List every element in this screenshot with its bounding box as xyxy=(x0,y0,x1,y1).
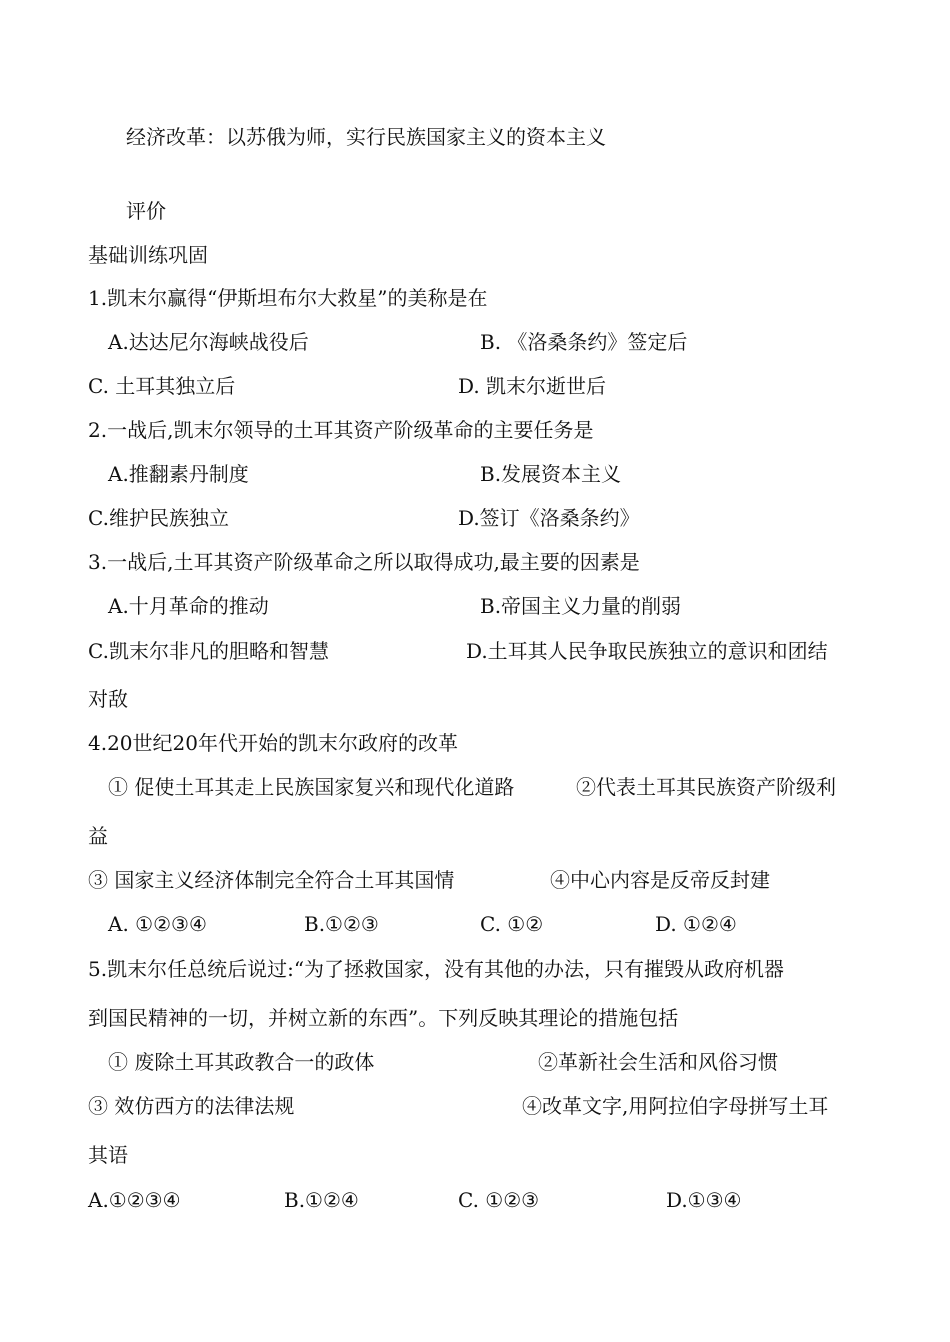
q5-stem-continued: 到国民精神的一切，并树立新的东西”。下列反映其理论的措施包括 xyxy=(88,1006,679,1030)
q4-item-1: ① 促使土耳其走上民族国家复兴和现代化道路 xyxy=(108,775,515,799)
q2-option-b: B.发展资本主义 xyxy=(480,462,622,486)
q1-option-c: C. 土耳其独立后 xyxy=(88,374,236,398)
q4-item-4: ④中心内容是反帝反封建 xyxy=(550,868,770,892)
q4-option-a: A. ①②③④ xyxy=(108,912,207,936)
q4-item-2-continued: 益 xyxy=(88,824,108,848)
q1-option-a: A.达达尼尔海峡战役后 xyxy=(108,330,309,354)
q4-stem: 4.20世纪20年代开始的凯末尔政府的改革 xyxy=(88,731,458,755)
q3-option-b: B.帝国主义力量的削弱 xyxy=(480,594,682,618)
q5-item-4-continued: 其语 xyxy=(88,1143,128,1167)
q3-option-d: D.土耳其人民争取民族独立的意识和团结 xyxy=(466,639,828,663)
q2-option-d: D.签订《洛桑条约》 xyxy=(458,506,640,530)
q1-option-b: B. 《洛桑条约》签定后 xyxy=(480,330,688,354)
evaluation-label: 评价 xyxy=(126,199,166,223)
q4-item-3: ③ 国家主义经济体制完全符合土耳其国情 xyxy=(88,868,455,892)
q2-option-a: A.推翻素丹制度 xyxy=(108,462,249,486)
q2-stem: 2.一战后,凯末尔领导的土耳其资产阶级革命的主要任务是 xyxy=(88,418,594,442)
q3-option-c: C.凯末尔非凡的胆略和智慧 xyxy=(88,639,329,663)
q4-option-d: D. ①②④ xyxy=(655,912,737,936)
q4-item-2: ②代表土耳其民族资产阶级利 xyxy=(576,775,836,799)
q5-option-a: A.①②③④ xyxy=(88,1188,181,1212)
q3-option-a: A.十月革命的推动 xyxy=(108,594,269,618)
section-title: 基础训练巩固 xyxy=(88,243,208,267)
q3-stem: 3.一战后,土耳其资产阶级革命之所以取得成功,最主要的因素是 xyxy=(88,550,640,574)
q5-option-d: D.①③④ xyxy=(666,1188,742,1212)
q5-item-1: ① 废除土耳其政教合一的政体 xyxy=(108,1050,375,1074)
q5-stem: 5.凯末尔任总统后说过:“为了拯救国家，没有其他的办法，只有摧毁从政府机器 xyxy=(88,957,785,981)
econ-reform-line: 经济改革：以苏俄为师，实行民族国家主义的资本主义 xyxy=(126,125,606,149)
q5-item-2: ②革新社会生活和风俗习惯 xyxy=(538,1050,778,1074)
q5-item-4: ④改革文字,用阿拉伯字母拼写土耳 xyxy=(522,1094,829,1118)
q1-option-d: D. 凯末尔逝世后 xyxy=(458,374,607,398)
q4-option-b: B.①②③ xyxy=(304,912,379,936)
q3-option-d-continued: 对敌 xyxy=(88,687,128,711)
q5-option-b: B.①②④ xyxy=(284,1188,359,1212)
q1-stem: 1.凯末尔赢得“伊斯坦布尔大救星”的美称是在 xyxy=(88,286,488,310)
q4-option-c: C. ①② xyxy=(480,912,544,936)
q2-option-c: C.维护民族独立 xyxy=(88,506,229,530)
q5-option-c: C. ①②③ xyxy=(458,1188,540,1212)
q5-item-3: ③ 效仿西方的法律法规 xyxy=(88,1094,295,1118)
